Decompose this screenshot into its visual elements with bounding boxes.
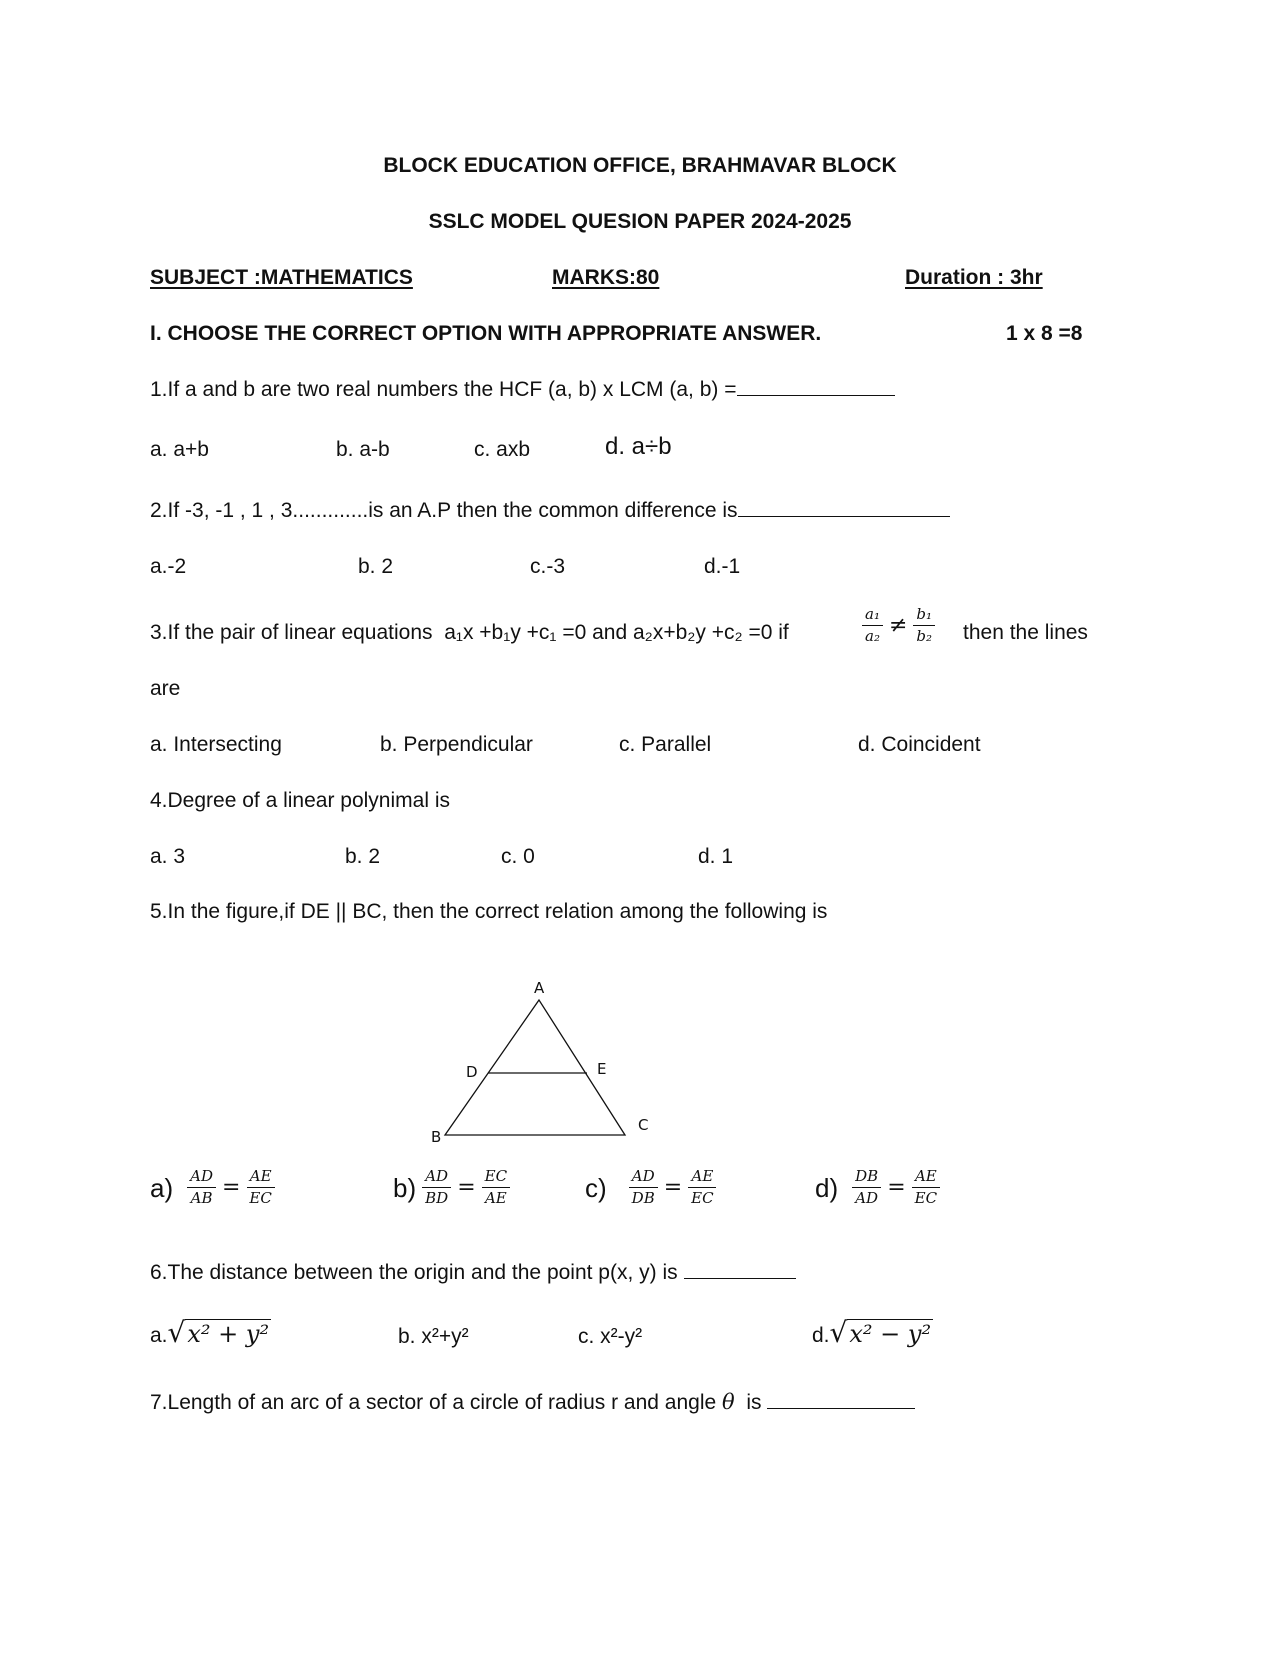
- q2-option-c: c.-3: [530, 555, 566, 578]
- label-d: D: [466, 1063, 478, 1081]
- q3-continuation: are: [150, 677, 181, 700]
- q4-option-a: a. 3: [150, 845, 186, 868]
- q4-option-b: b. 2: [345, 845, 381, 868]
- label-a: A: [534, 979, 545, 997]
- q6-option-c: c. x²-y²: [578, 1325, 643, 1348]
- label-b: B: [431, 1128, 442, 1145]
- section-marks: 1 x 8 =8: [1006, 322, 1083, 345]
- q5-option-a: a) $\frac{AD}{AB}$ = $\frac{AE}{EC}$: [150, 1168, 275, 1218]
- paper-title: SSLC MODEL QUESION PAPER 2024-2025: [428, 210, 852, 233]
- q1-option-a: a. a+b: [150, 438, 209, 461]
- q1-option-b: b. a-b: [336, 438, 390, 461]
- duration-label: Duration : 3hr: [905, 266, 1043, 289]
- question-5: 5.In the figure,if DE || BC, then the correct relation among the following is: [150, 900, 828, 923]
- q6-option-a: a. √ x² + y²: [150, 1316, 270, 1349]
- q6-option-b: b. x²+y²: [398, 1325, 469, 1348]
- q4-option-d: d. 1: [698, 845, 734, 868]
- label-e: E: [597, 1060, 607, 1078]
- question-4: 4.Degree of a linear polynimal is: [150, 789, 450, 812]
- q3-condition: $\frac{\text{a₁}}{\text{a₂}}$ ≠ $\frac{\text{b₁}}{\text{b₂}}$: [862, 606, 935, 645]
- question-2: 2.If -3, -1 , 1 , 3.............is an A.P then the common difference is: [150, 498, 950, 524]
- label-c: C: [638, 1116, 649, 1134]
- q3-fraction-b: $\frac{\text{b₁}}{\text{b₂}}$: [913, 606, 935, 645]
- question-6: 6.The distance between the origin and the point p(x, y) is: [150, 1260, 796, 1286]
- q5-option-b: b) $\frac{AD}{BD}$ = $\frac{EC}{AE}$: [393, 1168, 510, 1218]
- q4-option-c: c. 0: [501, 845, 535, 868]
- q5-option-d: d) $\frac{DB}{AD}$ = $\frac{AE}{EC}$: [815, 1168, 940, 1218]
- q6-option-d: d. √ x² − y²: [812, 1316, 932, 1349]
- q3-option-c: c. Parallel: [619, 733, 712, 756]
- section-title: I. CHOOSE THE CORRECT OPTION WITH APPROPRIATE ANSWER.: [150, 322, 822, 345]
- q1-option-d: d. a÷b: [605, 433, 672, 460]
- office-title: BLOCK EDUCATION OFFICE, BRAHMAVAR BLOCK: [383, 154, 897, 177]
- q3-fraction-a: $\frac{\text{a₁}}{\text{a₂}}$: [862, 606, 883, 645]
- q3-option-b: b. Perpendicular: [380, 733, 533, 756]
- triangle-figure: [420, 970, 660, 1145]
- theta-symbol: θ: [722, 1390, 735, 1414]
- question-1: 1.If a and b are two real numbers the HCF (a, b) x LCM (a, b) =: [150, 377, 895, 403]
- marks-label: MARKS:80: [552, 266, 660, 289]
- q5-option-c: c) $\frac{AD}{DB}$ = $\frac{AE}{EC}$: [585, 1168, 717, 1218]
- q2-option-a: a.-2: [150, 555, 187, 578]
- q1-option-c: c. axb: [474, 438, 531, 461]
- q2-option-d: d.-1: [704, 555, 741, 578]
- subject-label: SUBJECT :MATHEMATICS: [150, 266, 413, 289]
- question-3: 3.If the pair of linear equations a₁x +b₁y +c₁ =0 and a₂x+b₂y +c₂ =0 if: [150, 621, 789, 644]
- question-7: 7.Length of an arc of a sector of a circle of radius r and angle θ is: [150, 1389, 915, 1416]
- q2-option-b: b. 2: [358, 555, 394, 578]
- q3-option-d: d. Coincident: [858, 733, 981, 756]
- q3-suffix: then the lines: [963, 621, 1088, 644]
- q3-option-a: a. Intersecting: [150, 733, 282, 756]
